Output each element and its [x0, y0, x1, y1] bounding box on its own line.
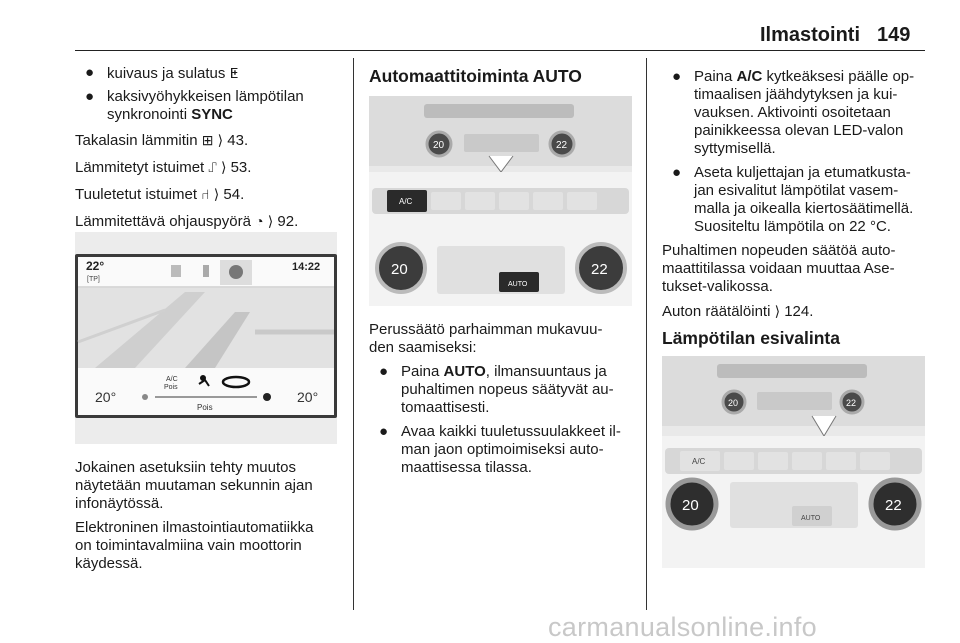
- fan-high-icon: [263, 393, 271, 401]
- bullet-temp: ● Aseta kuljettajan ja etumatkusta- jan esivalitut lämpötilat vasem- malla ja oikealla kiertosäätimellä. Suositeltu lämpötila on 22 °C.: [672, 164, 914, 235]
- fan-slider: [155, 396, 257, 398]
- fan-dehumidify-icon: ⵟ: [229, 65, 239, 81]
- bullet-sync: ● kaksivyöhykkeisen lämpötilan synkronointi SYNC: [85, 88, 304, 123]
- bullet-defrost: ● kuivaus ja sulatus ⵟ: [85, 64, 239, 82]
- header-rule: [75, 50, 925, 51]
- ac-button-label: A/C: [692, 457, 706, 466]
- auto-button-label: AUTO: [801, 515, 821, 522]
- knob-left-label: 20: [682, 497, 699, 514]
- mini-temp-left: 20: [728, 398, 739, 408]
- column-divider-2: [646, 58, 647, 610]
- ref-seat-heat: Lämmitetyt istuimet ⑀ ⟩ 53.: [75, 159, 252, 176]
- left-text: [75, 459, 350, 573]
- intro-para: Perussäätö parhaimman mukavuu- den saamiseksi:: [369, 321, 603, 356]
- climate-panel-temp-figure: [662, 356, 925, 568]
- column-divider-1: [353, 58, 354, 610]
- left-column: [75, 64, 345, 231]
- mini-temp-left: 20: [433, 140, 445, 151]
- arrow-icon: ⟩: [267, 213, 274, 229]
- ref-seat-vent: Tuuletetut istuimet ⑁ ⟩ 54.: [75, 186, 245, 203]
- display-temp-left: 20°: [95, 389, 117, 405]
- knob-left-label: 20: [391, 261, 408, 278]
- arrow-icon: ⟩: [213, 186, 220, 202]
- mini-temp-right: 22: [556, 140, 568, 151]
- steering-heat-icon: ◔: [255, 213, 264, 229]
- ref-rear-window: Takalasin lämmitin ⊞ ⟩ 43.: [75, 132, 249, 149]
- bullet-auto: ● Paina AUTO, ilmansuuntaus ja puhaltimen nopeus säätyvät au- tomaattisesti.: [379, 363, 614, 416]
- ref-customisation: Auton räätälöinti ⟩ 124.: [662, 303, 814, 320]
- climate-icon: [229, 265, 243, 279]
- heading-preset: Lämpötilan esivalinta: [662, 328, 840, 348]
- climate-panel-auto-figure: [369, 96, 632, 306]
- display-tp: [TP]: [87, 276, 100, 283]
- para-display-info: Jokainen asetuksiin tehty muutos näytetään muutaman sekunnin ajan infonäytössä.: [75, 459, 313, 512]
- knob-right-label: 22: [885, 497, 902, 514]
- section-title: Ilmastointi: [760, 24, 861, 46]
- fan-low-icon: [142, 394, 148, 400]
- display-ac-state: Pois: [164, 384, 178, 391]
- display-temp-top: 22°: [86, 259, 105, 273]
- nav-icon: [171, 265, 181, 277]
- bullet-ac: ● Paina A/C kytkeäksesi päälle op- timaalisen jäähdytyksen ja kui- vauksen. Aktivointi osoitetaan painikkeessa olevan LED-valon syttymisellä.: [672, 68, 915, 157]
- display-fan-state: Pois: [197, 403, 213, 412]
- heading-auto: Automaattitoiminta AUTO: [369, 66, 582, 86]
- middle-text: [369, 321, 639, 477]
- ref-steering-heat: Lämmitettävä ohjauspyörä ◔ ⟩ 92.: [75, 213, 299, 230]
- right-text: [662, 68, 932, 321]
- arrow-icon: ⟩: [217, 132, 224, 148]
- arrow-icon: ⟩: [774, 303, 781, 319]
- arrow-icon: ⟩: [220, 159, 227, 175]
- phone-icon: [203, 265, 209, 277]
- para-electronic: Elektroninen ilmastointiautomatiikka on toimintavalmiina vain moottorin käydessä.: [75, 519, 314, 572]
- page-number: 149: [877, 24, 911, 46]
- mini-temp-right: 22: [846, 398, 857, 408]
- seat-heat-icon: ⑀: [208, 159, 217, 175]
- knob-right-label: 22: [591, 261, 608, 278]
- auto-button-label: AUTO: [508, 281, 528, 288]
- para-fan-speed: Puhaltimen nopeuden säätöä auto- maattitilassa voidaan muuttaa Ase- tukset-valikossa.: [662, 242, 896, 295]
- rear-window-heat-icon: ⊞: [201, 132, 214, 148]
- info-display-figure: [75, 232, 337, 444]
- ac-button-label: A/C: [399, 197, 413, 206]
- display-temp-right: 20°: [297, 389, 319, 405]
- display-ac-label: A/C: [166, 376, 178, 383]
- bullet-vents: ● Avaa kaikki tuuletussuulakkeet il- man jaon optimoimiseksi auto- maattisessa tilassa.: [379, 423, 621, 476]
- seat-vent-icon: ⑁: [201, 186, 210, 202]
- watermark: carmanualsonline.info: [548, 612, 817, 642]
- display-time: 14:22: [292, 261, 321, 273]
